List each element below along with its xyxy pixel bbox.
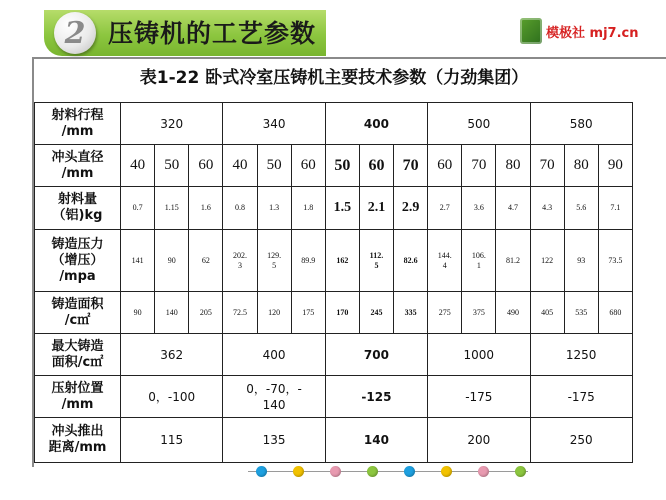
max-casting-area-value: 362	[121, 334, 223, 376]
stroke-value: 580	[530, 103, 632, 145]
plunger-diameter-value: 80	[496, 145, 530, 187]
shot-weight-value: 4.3	[530, 187, 564, 230]
table-row-shot-weight	[35, 187, 633, 230]
plunger-diameter-value: 60	[428, 145, 462, 187]
table-row-max-casting-area	[35, 334, 633, 376]
plunger-diameter-value: 70	[530, 145, 564, 187]
casting-pressure-value: 89.9	[291, 230, 325, 292]
label-line: 冲头直径	[51, 149, 104, 165]
injection-position-value: 0，-100	[121, 376, 223, 418]
row-label-shot-weight	[35, 187, 121, 230]
label-line: 面积/c㎡	[51, 354, 104, 370]
casting-area-value: 375	[462, 292, 496, 334]
plunger-diameter-value: 40	[223, 145, 257, 187]
casting-pressure-value: 144. 4	[428, 230, 462, 292]
label-line: 压射位置	[51, 380, 104, 396]
shot-weight-value: 0.7	[121, 187, 155, 230]
row-label-casting-area	[35, 292, 121, 334]
casting-area-value: 275	[428, 292, 462, 334]
casting-area-value: 175	[291, 292, 325, 334]
table-row-ejection-distance	[35, 418, 633, 463]
injection-position-value: -125	[325, 376, 427, 418]
slide-number-badge: 2	[54, 12, 96, 54]
shot-weight-value: 2.1	[359, 187, 393, 230]
shot-weight-value: 4.7	[496, 187, 530, 230]
max-casting-area-value: 400	[223, 334, 325, 376]
plunger-diameter-value: 80	[564, 145, 598, 187]
casting-area-value: 72.5	[223, 292, 257, 334]
casting-pressure-value: 81.2	[496, 230, 530, 292]
label-line: /c㎡	[64, 312, 91, 328]
nav-dot	[330, 466, 341, 477]
stroke-value: 340	[223, 103, 325, 145]
plunger-diameter-value: 60	[189, 145, 223, 187]
casting-pressure-value: 122	[530, 230, 564, 292]
label-line: 铸造压力	[51, 236, 104, 252]
frame-line-top	[32, 57, 666, 59]
casting-pressure-value: 106. 1	[462, 230, 496, 292]
label-line: 铸造面积	[51, 296, 104, 312]
casting-pressure-value: 112. 5	[359, 230, 393, 292]
shot-weight-value: 5.6	[564, 187, 598, 230]
row-label-casting-pressure	[35, 230, 121, 292]
ejection-distance-value: 200	[428, 418, 530, 463]
casting-pressure-value: 73.5	[598, 230, 632, 292]
plunger-diameter-value: 50	[257, 145, 291, 187]
row-label-max-casting-area	[35, 334, 121, 376]
table-row-injection-position	[35, 376, 633, 418]
nav-dot	[404, 466, 415, 477]
plunger-diameter-value: 50	[155, 145, 189, 187]
casting-area-value: 490	[496, 292, 530, 334]
casting-area-value: 205	[189, 292, 223, 334]
casting-area-value: 170	[325, 292, 359, 334]
nav-dot	[515, 466, 526, 477]
shot-weight-value: 1.5	[325, 187, 359, 230]
shot-weight-value: 1.8	[291, 187, 325, 230]
label-line: 射料量	[57, 192, 97, 207]
plunger-diameter-value: 50	[325, 145, 359, 187]
spec-table	[34, 102, 633, 463]
label-line: 最大铸造	[51, 338, 104, 354]
casting-pressure-value: 62	[189, 230, 223, 292]
plunger-diameter-value: 70	[394, 145, 428, 187]
casting-pressure-value: 202. 3	[223, 230, 257, 292]
label-line: /mpa	[59, 268, 96, 284]
casting-area-value: 140	[155, 292, 189, 334]
shot-weight-value: 1.15	[155, 187, 189, 230]
max-casting-area-value: 1000	[428, 334, 530, 376]
slide-nav-dots	[248, 464, 548, 480]
shot-weight-value: 0.8	[223, 187, 257, 230]
casting-area-value: 405	[530, 292, 564, 334]
shot-weight-value: 3.6	[462, 187, 496, 230]
stroke-value: 400	[325, 103, 427, 145]
shot-weight-value: 2.7	[428, 187, 462, 230]
table-row-casting-area	[35, 292, 633, 334]
label-line: /mm	[61, 123, 94, 139]
label-line: 冲头推出	[51, 424, 104, 439]
label-line: 距离/mm	[48, 440, 107, 455]
casting-pressure-value: 82.6	[394, 230, 428, 292]
casting-area-value: 90	[121, 292, 155, 334]
shot-weight-value: 7.1	[598, 187, 632, 230]
plunger-diameter-value: 90	[598, 145, 632, 187]
table-caption: 表1-22 卧式冷室压铸机主要技术参数（力劲集团）	[139, 68, 529, 88]
label-line: /mm	[61, 165, 94, 181]
casting-pressure-value: 90	[155, 230, 189, 292]
casting-pressure-value: 141	[121, 230, 155, 292]
casting-pressure-value: 93	[564, 230, 598, 292]
casting-pressure-value: 162	[325, 230, 359, 292]
ejection-distance-value: 250	[530, 418, 632, 463]
ejection-distance-value: 140	[325, 418, 427, 463]
label-line: （增压）	[51, 252, 104, 268]
table-row-plunger-diameter	[35, 145, 633, 187]
max-casting-area-value: 1250	[530, 334, 632, 376]
stroke-value: 500	[428, 103, 530, 145]
casting-area-value: 335	[394, 292, 428, 334]
logo-icon	[520, 18, 542, 44]
injection-position-value: -175	[428, 376, 530, 418]
label-line: /mm	[61, 396, 94, 412]
row-label-ejection-distance	[35, 418, 121, 463]
max-casting-area-value: 700	[325, 334, 427, 376]
casting-area-value: 680	[598, 292, 632, 334]
injection-position-value: -175	[530, 376, 632, 418]
nav-dot	[478, 466, 489, 477]
label-line: 射料行程	[51, 107, 104, 123]
shot-weight-value: 1.6	[189, 187, 223, 230]
page-title: 压铸机的工艺参数	[108, 19, 317, 48]
plunger-diameter-value: 40	[121, 145, 155, 187]
plunger-diameter-value: 60	[359, 145, 393, 187]
table-row-stroke	[35, 103, 633, 145]
casting-area-value: 245	[359, 292, 393, 334]
row-label-plunger-diameter	[35, 145, 121, 187]
casting-area-value: 120	[257, 292, 291, 334]
injection-position-value: 0，-70，- 140	[223, 376, 325, 418]
ejection-distance-value: 115	[121, 418, 223, 463]
label-line: （铝)kg	[52, 208, 103, 223]
shot-weight-value: 2.9	[394, 187, 428, 230]
nav-dot	[293, 466, 304, 477]
table-row-casting-pressure	[35, 230, 633, 292]
casting-pressure-value: 129. 5	[257, 230, 291, 292]
shot-weight-value: 1.3	[257, 187, 291, 230]
row-label-injection-position	[35, 376, 121, 418]
plunger-diameter-value: 70	[462, 145, 496, 187]
plunger-diameter-value: 60	[291, 145, 325, 187]
casting-area-value: 535	[564, 292, 598, 334]
nav-dot	[441, 466, 452, 477]
ejection-distance-value: 135	[223, 418, 325, 463]
row-label-stroke	[35, 103, 121, 145]
site-logo-text: 模极社 mj7.cn	[546, 26, 639, 41]
stroke-value: 320	[121, 103, 223, 145]
nav-dot	[367, 466, 378, 477]
nav-dot	[256, 466, 267, 477]
